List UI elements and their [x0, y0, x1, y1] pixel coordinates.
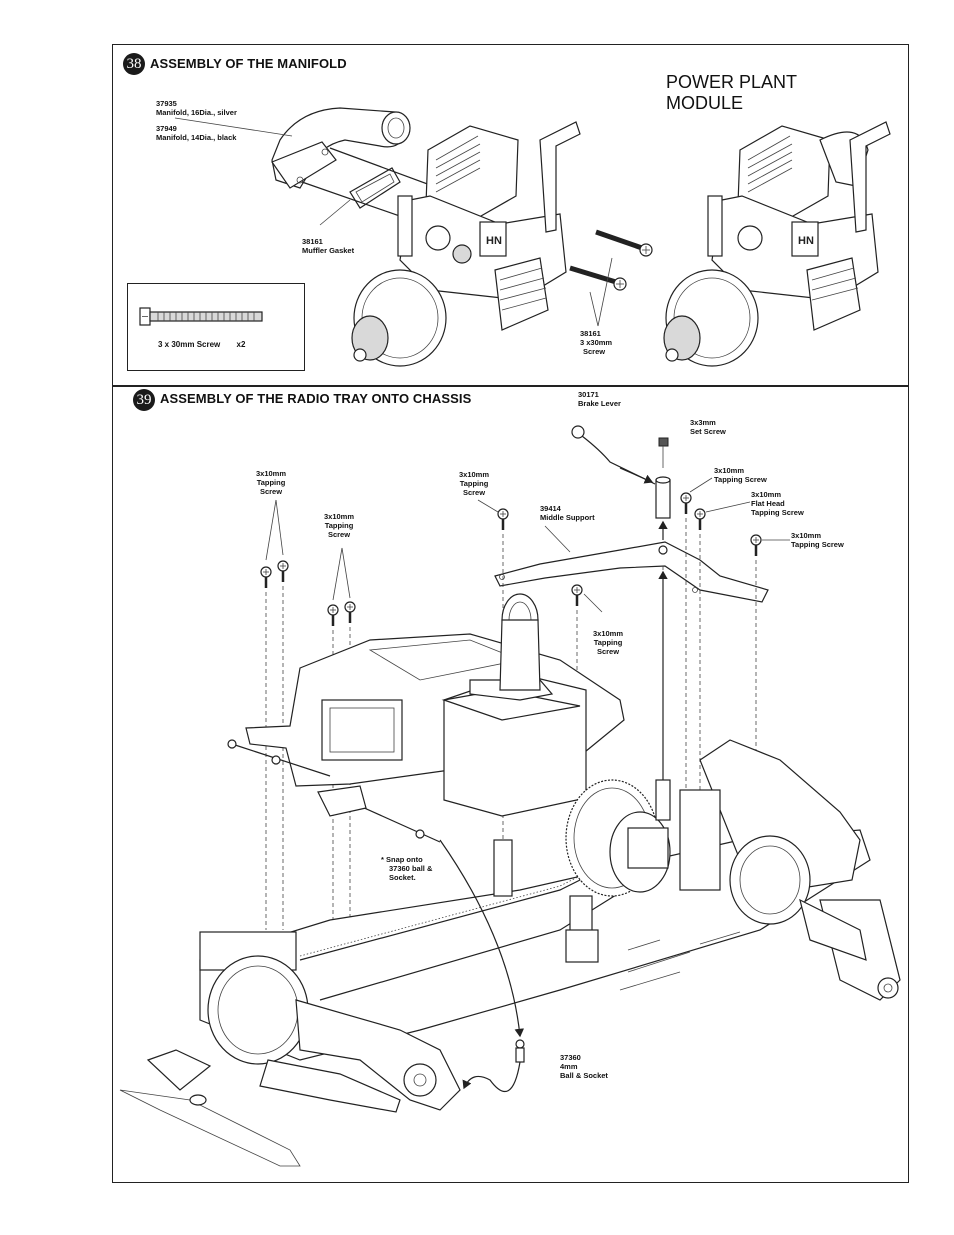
gasket-desc: Muffler Gasket	[302, 246, 355, 255]
middle-support	[495, 542, 768, 602]
gasket-number: 38161	[302, 237, 323, 246]
screw-box-qty: x2	[236, 340, 246, 349]
screw-30mm-number: 38161	[580, 329, 601, 338]
step-39-title: ASSEMBLY OF THE RADIO TRAY ONTO CHASSIS	[160, 391, 472, 406]
set-screw-size: 3x3mm	[690, 418, 716, 427]
rear-assembly	[680, 740, 900, 1000]
ball-socket-number: 37360	[560, 1053, 581, 1062]
screw-30mm-lower	[570, 268, 626, 290]
svg-text:HN: HN	[798, 235, 814, 247]
ball-socket-desc: Ball & Socket	[560, 1071, 608, 1080]
tapping-top-word: Screw	[462, 488, 486, 497]
screw-30mm-size: 3 x30mm	[580, 338, 613, 347]
set-screw-word: Set Screw	[690, 427, 726, 436]
tapping-left-word: Screw	[259, 487, 283, 496]
flathead-type: Flat Head	[751, 499, 785, 508]
tapping-b-desc: Tapping Screw	[791, 540, 844, 549]
engine-left	[352, 122, 580, 366]
manifold-leader	[175, 118, 292, 136]
tapping-a-desc: Tapping Screw	[714, 475, 767, 484]
brake-post	[656, 477, 670, 518]
tapping-b-size: 3x10mm	[791, 531, 822, 540]
tapping-low-size: 3x10mm	[593, 629, 624, 638]
snap-note-line2: 37360 ball &	[389, 864, 433, 873]
step-38-title: ASSEMBLY OF THE MANIFOLD	[150, 56, 347, 71]
ball-socket-size: 4mm	[560, 1062, 578, 1071]
tapping-top-size: 3x10mm	[459, 470, 490, 479]
svg-text:HN: HN	[486, 235, 502, 247]
set-screw-icon	[659, 438, 668, 446]
middle-support-number: 39414	[540, 504, 561, 513]
module-title-line1: POWER PLANT	[666, 72, 798, 92]
tapping-mid-size: 3x10mm	[324, 512, 355, 521]
tapping-mid-word: Screw	[327, 530, 351, 539]
manifold-silver-number: 37935	[156, 99, 177, 108]
screw-box-label: 3 x 30mm Screw	[158, 340, 221, 349]
screw-30mm-upper	[596, 232, 652, 256]
screw-leader-2	[590, 292, 598, 326]
engine-right	[664, 122, 890, 366]
manifold-black-number: 37949	[156, 124, 177, 133]
tapping-left-type: Tapping	[256, 478, 286, 487]
snap-note-line1: * Snap onto	[381, 855, 423, 864]
manifold-silver-desc: Manifold, 16Dia., silver	[156, 108, 237, 117]
tapping-low-type: Tapping	[593, 638, 623, 647]
tapping-mid-type: Tapping	[324, 521, 354, 530]
tapping-left-size: 3x10mm	[256, 469, 287, 478]
spur-gear	[566, 780, 670, 896]
flathead-size: 3x10mm	[751, 490, 782, 499]
screw-leader-1	[598, 258, 612, 326]
muffler-gasket	[320, 168, 400, 225]
flathead-desc: Tapping Screw	[751, 508, 804, 517]
module-title-line2: MODULE	[666, 93, 744, 113]
snap-note-line3: Socket.	[389, 873, 416, 882]
brake-lever-desc: Brake Lever	[578, 399, 621, 408]
brake-lever-number: 30171	[578, 390, 599, 399]
manifold-black-desc: Manifold, 14Dia., black	[156, 133, 237, 142]
radio-tray	[246, 594, 624, 816]
tapping-a-size: 3x10mm	[714, 466, 745, 475]
tapping-top-type: Tapping	[459, 479, 489, 488]
step-38-badge: 38	[123, 53, 145, 75]
screw-30mm-word: Screw	[583, 347, 606, 356]
middle-support-desc: Middle Support	[540, 513, 595, 522]
brake-lever	[572, 426, 655, 484]
step-39-badge: 39	[133, 389, 155, 411]
tapping-low-word: Screw	[596, 647, 620, 656]
